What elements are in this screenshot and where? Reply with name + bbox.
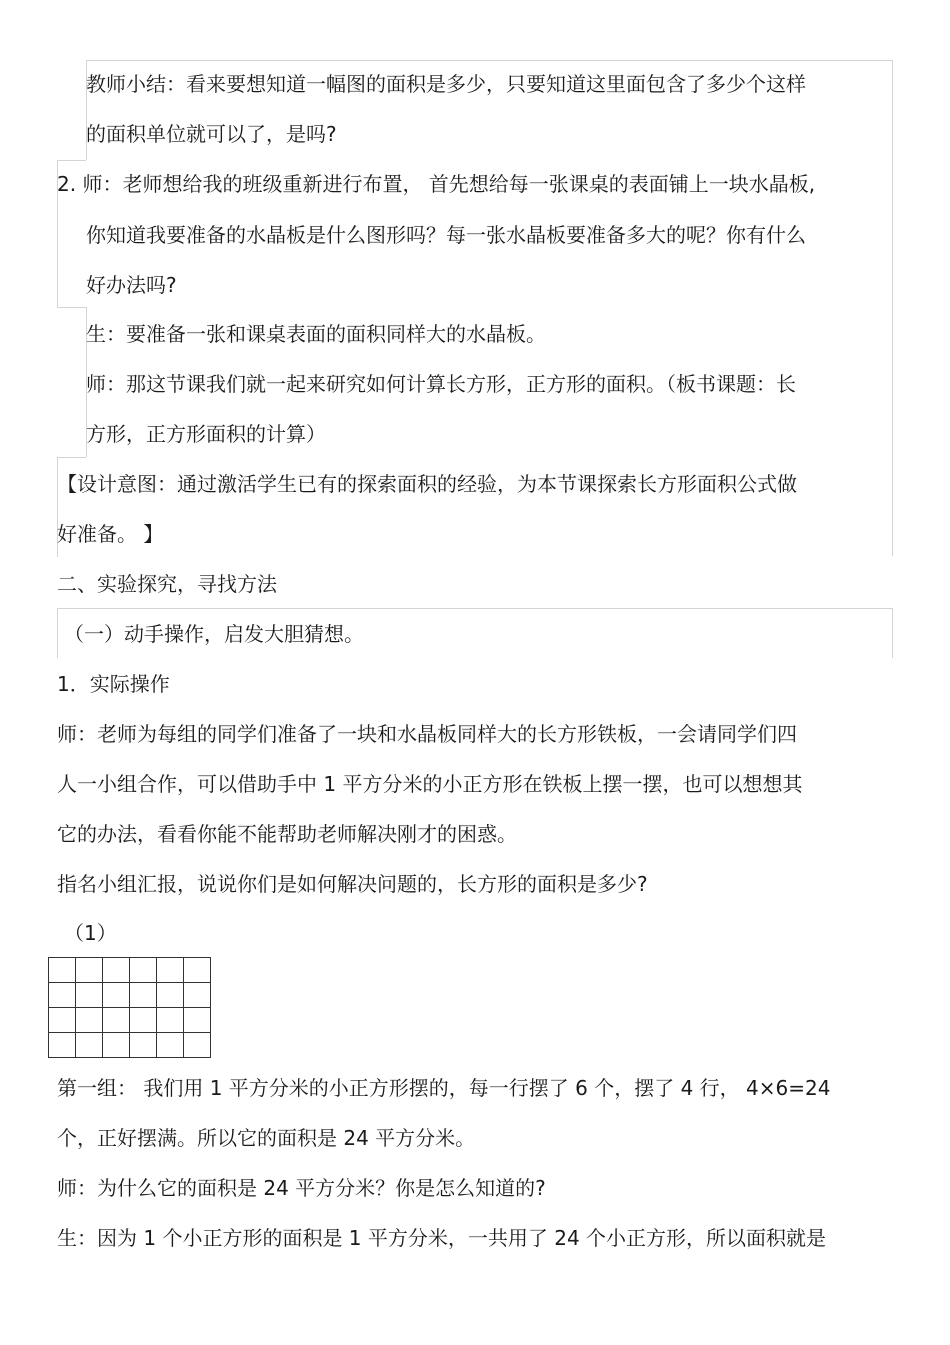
grid-cell [184, 958, 211, 983]
text-line: 师：那这节课我们就一起来研究如何计算长方形，正方形的面积。（板书课题：长 [86, 372, 796, 396]
grid-cell [103, 1008, 130, 1033]
table2-border-top [57, 608, 893, 609]
table2-border-left [57, 608, 58, 658]
grid-cell [76, 1008, 103, 1033]
text-line: 好办法吗? [86, 273, 177, 297]
text-line: 【设计意图：通过激活学生已有的探索面积的经验，为本节课探索长方形面积公式做 [57, 472, 797, 496]
grid-cell [130, 1008, 157, 1033]
table-border-step-2 [57, 457, 86, 458]
grid-cell [130, 958, 157, 983]
text-line: 师：老师为每组的同学们准备了一块和水晶板同样大的长方形铁板，一会请同学们四 [57, 722, 797, 746]
grid-cell [184, 1033, 211, 1058]
subsection-heading: （一）动手操作，启发大胆猜想。 [64, 622, 364, 646]
section-heading: 二、实验探究，寻找方法 [57, 572, 277, 596]
text-line: 生：因为 1 个小正方形的面积是 1 平方分米，一共用了 24 个小正方形，所以面积就是 [57, 1226, 827, 1250]
grid-cell [103, 1033, 130, 1058]
text-line: 人一小组合作，可以借助手中 1 平方分米的小正方形在铁板上摆一摆，也可以想想其 [57, 772, 803, 796]
grid-cell [49, 1033, 76, 1058]
grid-cell [157, 958, 184, 983]
grid-cell [103, 958, 130, 983]
text-line: 你知道我要准备的水晶板是什么图形吗？每一张水晶板要准备多大的呢？你有什么 [86, 223, 806, 247]
grid-cell [76, 1033, 103, 1058]
text-line: 教师小结：看来要想知道一幅图的面积是多少，只要知道这里面包含了多少个这样 [86, 72, 806, 96]
text-line: 方形，正方形面积的计算） [86, 422, 326, 446]
grid-cell [157, 1008, 184, 1033]
grid-cell [76, 958, 103, 983]
table-border-top [86, 60, 893, 61]
figure-label: （1） [64, 921, 117, 945]
text-line: 师：为什么它的面积是 24 平方分米？你是怎么知道的? [57, 1176, 546, 1200]
grid-cell [130, 983, 157, 1008]
text-line: 的面积单位就可以了，是吗? [86, 122, 337, 146]
text-line: 生：要准备一张和课桌表面的面积同样大的水晶板。 [86, 322, 546, 346]
unit-square-grid [48, 957, 211, 1058]
table-border-right [892, 60, 893, 556]
text-line: 个，正好摆满。所以它的面积是 24 平方分米。 [57, 1126, 476, 1150]
text-line: 好准备。 】 [57, 522, 164, 546]
grid-cell [184, 1008, 211, 1033]
text-line: 第一组： 我们用 1 平方分米的小正方形摆的，每一行摆了 6 个，摆了 4 行， 4×6=24 [57, 1076, 831, 1100]
grid-cell [157, 1033, 184, 1058]
grid-cell [157, 983, 184, 1008]
text-line: 它的办法，看看你能不能帮助老师解决刚才的困惑。 [57, 822, 517, 846]
table-border-step [57, 307, 86, 308]
table-border-mid [57, 160, 86, 161]
text-line: 指名小组汇报，说说你们是如何解决问题的，长方形的面积是多少? [57, 872, 648, 896]
grid-cell [130, 1033, 157, 1058]
text-line: 1．实际操作 [57, 672, 170, 696]
grid-cell [76, 983, 103, 1008]
grid-cell [49, 958, 76, 983]
grid-cell [49, 1008, 76, 1033]
grid-cell [103, 983, 130, 1008]
table2-border-right [892, 608, 893, 658]
text-line: 2. 师：老师想给我的班级重新进行布置， 首先想给每一张课桌的表面铺上一块水晶板, [57, 172, 816, 196]
grid-cell [184, 983, 211, 1008]
grid-cell [49, 983, 76, 1008]
